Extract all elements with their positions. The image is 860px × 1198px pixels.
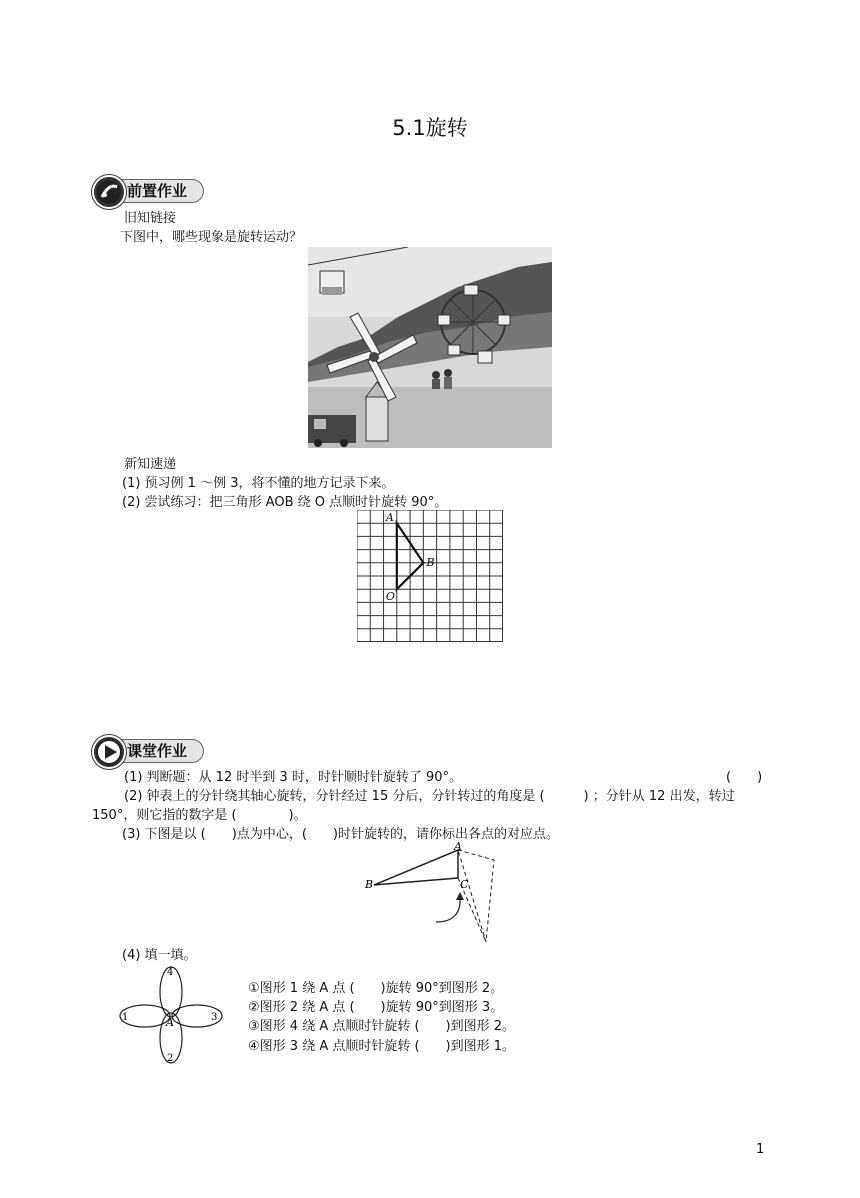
- grid-label-a: A: [385, 511, 394, 525]
- petal-label-3: 3: [211, 1012, 218, 1023]
- section-title-class: 课堂作业: [112, 739, 204, 763]
- question-3: (3) 下图是以 ( )点为中心，( )时针旋转的，请你标出各点的对应点。: [122, 827, 559, 842]
- grid-label-b: B: [426, 555, 435, 569]
- old-link-label: 旧知链接: [124, 211, 177, 226]
- fill-item-1: ①图形 1 绕 A 点 ( )旋转 90°到图形 2。: [248, 981, 504, 996]
- item-try: (2) 尝试练习：把三角形 AOB 绕 O 点顺时针旋转 90°。: [122, 495, 448, 510]
- petal-label-2: 2: [167, 1053, 174, 1064]
- item-preview: (1) 预习例 1 ～例 3，将不懂的地方记录下来。: [122, 476, 395, 491]
- question-2-line1: (2) 钟表上的分针绕其轴心旋转，分针经过 15 分后，分针转过的角度是 ( ) ；分针从 12 出发，转过: [124, 789, 735, 804]
- question-text: 下图中，哪些现象是旋转运动？: [120, 230, 303, 245]
- fill-item-3: ③图形 4 绕 A 点顺时针旋转 ( )到图形 2。: [248, 1019, 516, 1034]
- rotation-grid: [357, 510, 503, 642]
- fill-item-2: ②图形 2 绕 A 点 ( )旋转 90°到图形 3。: [248, 1000, 504, 1015]
- page-number: 1: [756, 1142, 765, 1157]
- four-petal-figure: [118, 964, 224, 1066]
- new-knowledge-label: 新知速递: [124, 457, 177, 472]
- amusement-scene-image: [308, 247, 552, 448]
- section-title-pre: 前置作业: [112, 179, 204, 203]
- petal-label-4: 4: [167, 967, 174, 978]
- label-a: A: [454, 840, 462, 853]
- grid-label-o: O: [385, 590, 395, 604]
- triangle-rotation-figure: [362, 840, 502, 946]
- question-2-line2: 150°，则它指的数字是 ( )。: [92, 808, 307, 823]
- page-title: 5.1旋转: [392, 116, 468, 140]
- label-c: C: [460, 878, 469, 891]
- fill-item-4: ④图形 3 绕 A 点顺时针旋转 ( )到图形 1。: [248, 1039, 516, 1054]
- section-banner-pre: [92, 175, 222, 205]
- center-label-a: A: [166, 1016, 174, 1029]
- question-1: (1) 判断题：从 12 时半到 3 时，时针顺时针旋转了 90°。: [124, 770, 463, 785]
- petal-label-1: 1: [122, 1012, 129, 1023]
- pen-icon: [92, 175, 126, 209]
- question-4: (4) 填一填。: [122, 948, 197, 963]
- play-icon: [92, 735, 126, 769]
- question-1-answer-blank: ( ): [726, 770, 763, 785]
- section-banner-class: [92, 735, 222, 765]
- label-b: B: [365, 878, 374, 891]
